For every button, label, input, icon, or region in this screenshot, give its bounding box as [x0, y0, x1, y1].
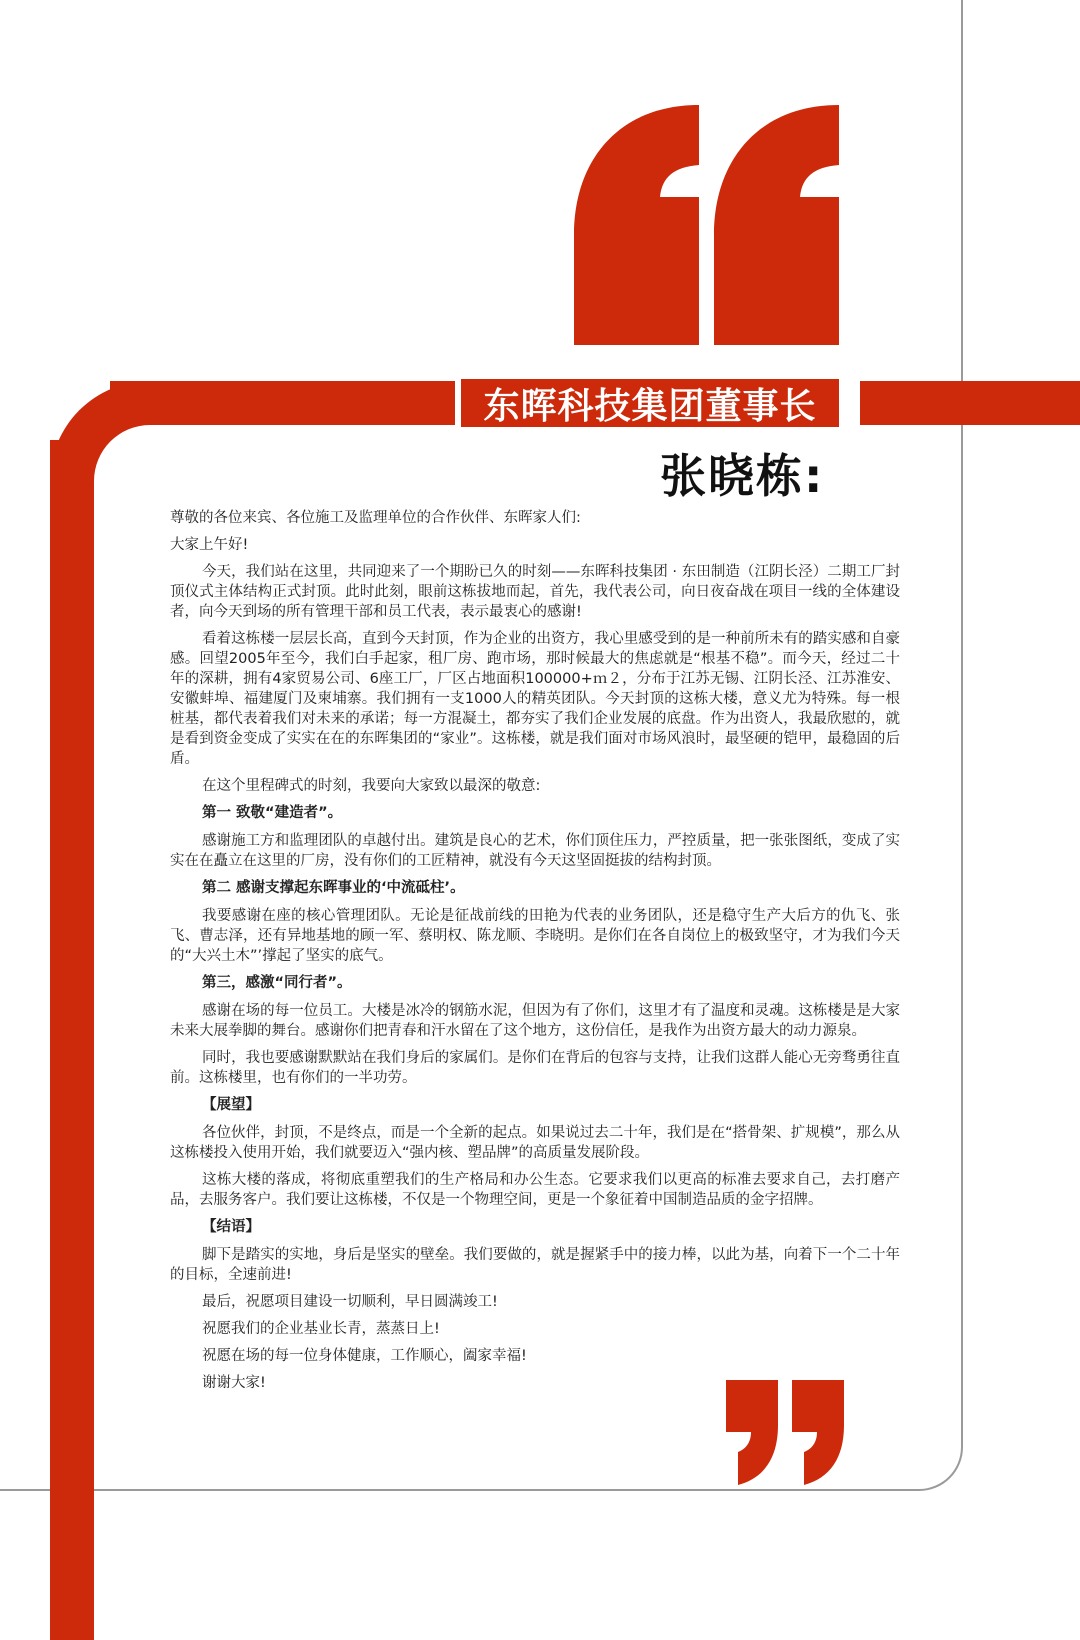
section-heading: 第三，感激“同行者”。 [202, 975, 352, 991]
title-banner: 东晖科技集团董事长 [455, 379, 845, 427]
paragraph: 今天，我们站在这里，共同迎来了一个期盼已久的时刻——东晖科技集团 · 东田制造（江阴长泾）二期工厂封顶仪式主体结构正式封顶。此时此刻，眼前这栋拔地而起，首先，我代表公司，向日夜奋战在项目一线的全体建设者，向今天到场的所有管理干部和员工代表，表示最衷心的感谢! [170, 564, 900, 620]
closing: 谢谢大家! [202, 1375, 266, 1391]
section-heading: 第二 感谢支撑起东晖事业的‘中流砥柱’。 [202, 880, 465, 896]
paragraph: 感谢在场的每一位员工。大楼是冰冷的钢筋水泥，但因为有了你们，这里才有了温度和灵魂。这栋楼是是大家未来大展拳脚的舞台。感谢你们把青春和汗水留在了这个地方，这份信任，是我作为出资方最大的动力源泉。 [170, 1003, 900, 1039]
salutation: 尊敬的各位来宾、各位施工及监理单位的合作伙伴、东晖家人们: [170, 510, 581, 526]
paragraph: 在这个里程碑式的时刻，我要向大家致以最深的敬意: [202, 778, 541, 794]
paragraph: 祝愿我们的企业基业长青，蒸蒸日上! [202, 1321, 440, 1337]
section-heading: 【结语】 [202, 1219, 260, 1235]
paragraph: 这栋大楼的落成，将彻底重塑我们的生产格局和办公生态。它要求我们以更高的标准去要求自己，去打磨产品，去服务客户。我们要让这栋楼，不仅是一个物理空间，更是一个象征着中国制造品质的金字招牌。 [170, 1172, 900, 1208]
paragraph: 同时，我也要感谢默默站在我们身后的家属们。是你们在背后的包容与支持，让我们这群人能心无旁骛勇往直前。这栋楼里，也有你们的一半功劳。 [170, 1050, 900, 1086]
red-frame-vertical [50, 440, 94, 1640]
paragraph: 各位伙伴，封顶，不是终点，而是一个全新的起点。如果说过去二十年，我们是在“搭骨架、扩规模”，那么从这栋楼投入使用开始，我们就要迈入“强内核、塑品牌”的高质量发展阶段。 [170, 1125, 900, 1161]
red-frame-bar-right [860, 381, 1080, 425]
frame-vertical-line [961, 0, 963, 1392]
frame-rounded-corner [918, 1350, 963, 1491]
paragraph: 最后，祝愿项目建设一切顺利，早日圆满竣工! [202, 1294, 498, 1310]
chairman-name: 张晓栋: [660, 449, 825, 503]
paragraph: 看着这栋楼一层层长高，直到今天封顶，作为企业的出资方，我心里感受到的是一种前所未有的踏实感和自豪感。回望2005年至今，我们白手起家，租厂房、跑市场，那时候最大的焦虑就是“根基不稳”。而今天，经过二十年的深耕，拥有4家贸易公司、6座工厂，厂区占地面积100000+ｍ２，分布于江苏无锡、江阴长泾、江苏淮安、安徽蚌埠、福建厦门及柬埔寨。我们拥有一支1000人的精英团队。今天封顶的这栋大楼，意义尤为特殊。每一根桩基，都代表着我们对未来的承诺；每一方混凝土，都夯实了我们企业发展的底盘。作为出资人，我最欣慰的，就是看到资金变成了实实在在的东晖集团的“家业”。这栋楼，就是我们面对市场风浪时，最坚硬的铠甲，最稳固的后盾。 [170, 631, 900, 767]
letter-body [170, 508, 900, 1400]
frame-horizontal-line [0, 1489, 920, 1491]
paragraph: 我要感谢在座的核心管理团队。无论是征战前线的田艳为代表的业务团队，还是稳守生产大后方的仇飞、张飞、曹志泽，还有异地基地的顾一军、蔡明权、陈龙顺、李晓明。是你们在各自岗位上的极致坚守，才为我们今天的“大兴土木”’撑起了坚实的底气。 [170, 908, 900, 964]
open-quote-icon [574, 105, 846, 345]
section-heading: 第一 致敬“建造者”。 [202, 805, 343, 821]
section-heading: 【展望】 [202, 1097, 260, 1113]
red-frame-bar-left [110, 381, 455, 425]
paragraph: 祝愿在场的每一位身体健康，工作顺心，阖家幸福! [202, 1348, 527, 1364]
paragraph: 感谢施工方和监理团队的卓越付出。建筑是良心的艺术，你们顶住压力，严控质量，把一张张图纸，变成了实实在在矗立在这里的厂房，没有你们的工匠精神，就没有今天这坚固挺拔的结构封顶。 [170, 833, 900, 869]
paragraph: 脚下是踏实的实地，身后是坚实的壁垒。我们要做的，就是握紧手中的接力棒，以此为基，向着下一个二十年的目标，全速前进! [170, 1247, 900, 1283]
greeting: 大家上午好! [170, 537, 249, 553]
